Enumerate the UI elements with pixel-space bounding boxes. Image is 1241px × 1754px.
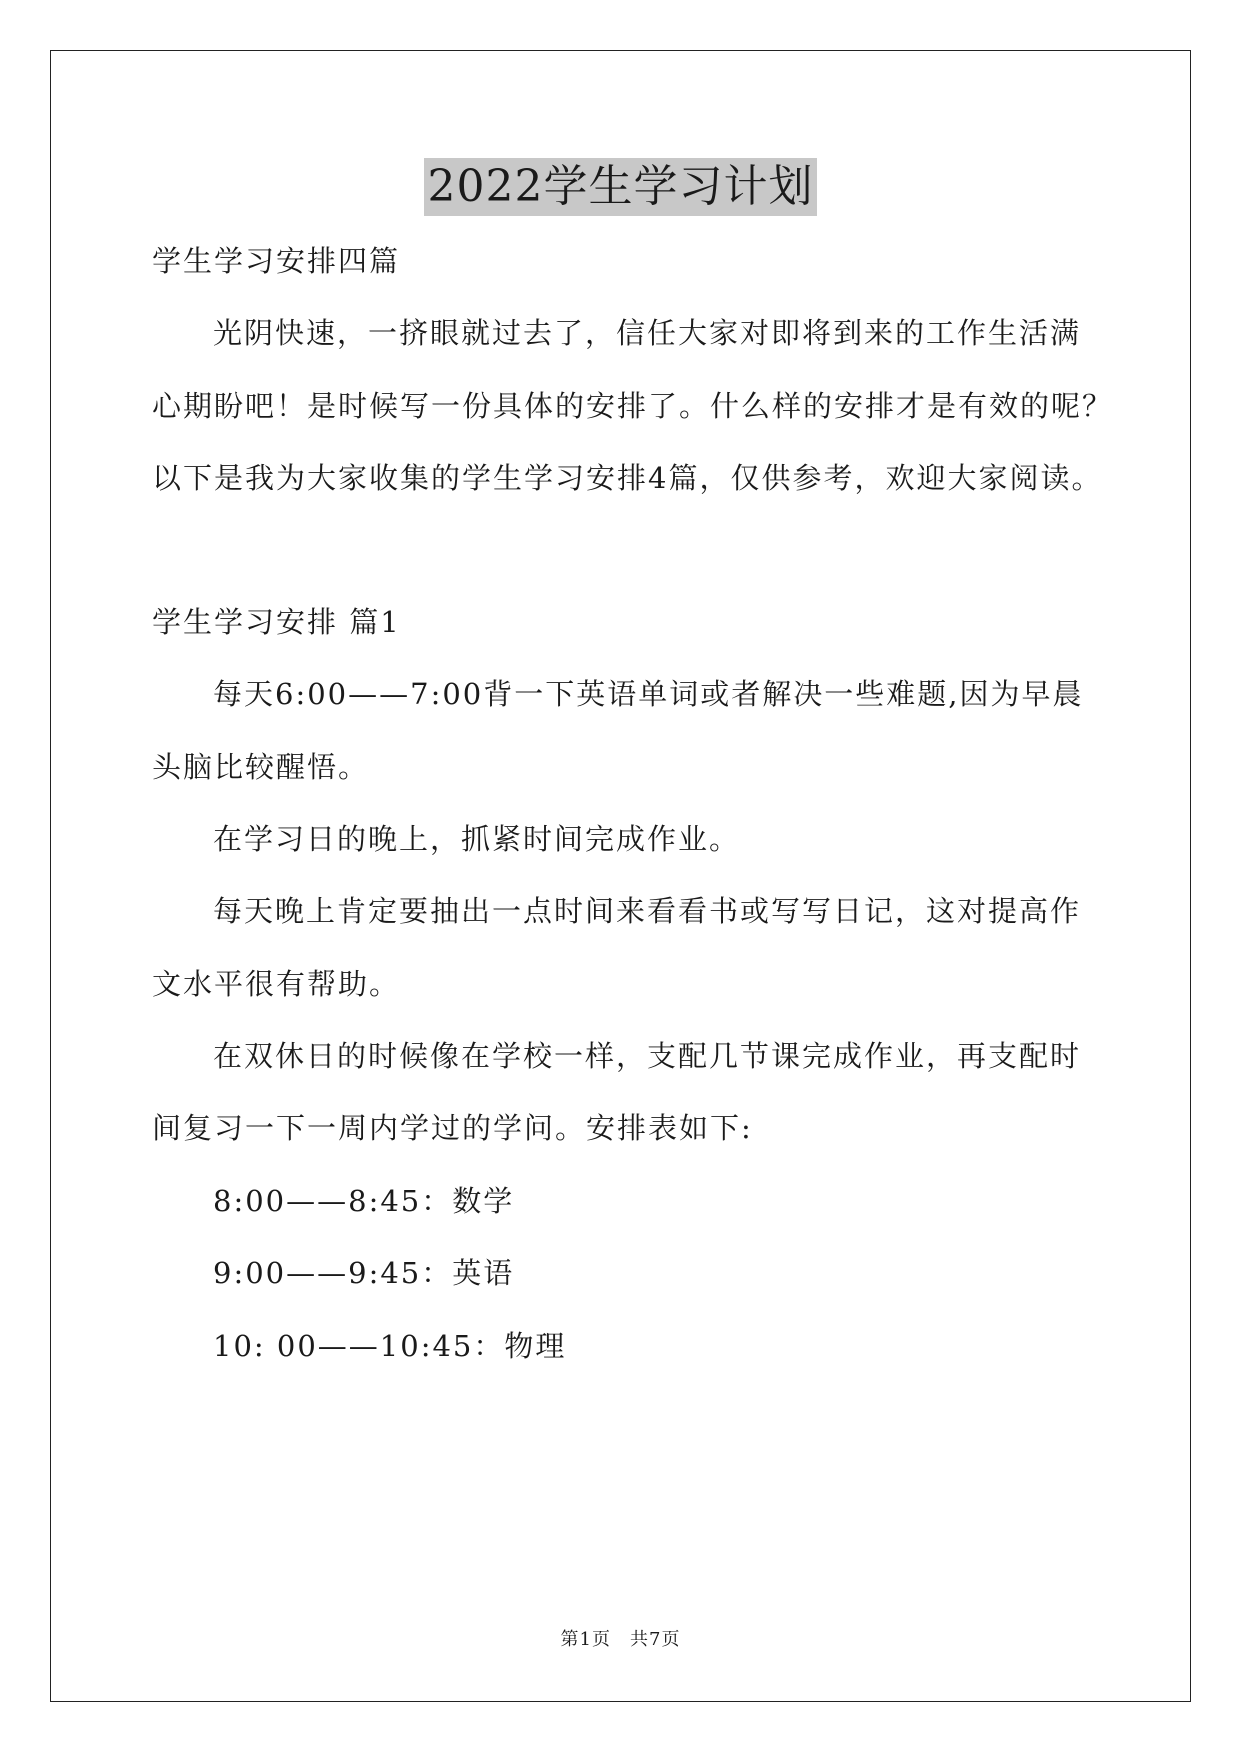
schedule-item: 8:00——8:45：数学 bbox=[213, 1184, 515, 1218]
section-heading: 学生学习安排 篇1 bbox=[152, 605, 401, 639]
paragraph-line: 在学习日的晚上，抓紧时间完成作业。 bbox=[213, 822, 741, 856]
page-footer: 第1页 共7页 bbox=[560, 1629, 681, 1650]
paragraph-line: 光阴快速，一挤眼就过去了，信任大家对即将到来的工作生活满 bbox=[213, 316, 1082, 350]
paragraph-line: 文水平很有帮助。 bbox=[152, 967, 401, 1001]
schedule-item: 9:00——9:45：英语 bbox=[213, 1256, 515, 1290]
paragraph-line: 头脑比较醒悟。 bbox=[152, 750, 370, 784]
paragraph-line: 每天晚上肯定要抽出一点时间来看看书或写写日记，这对提高作 bbox=[213, 894, 1082, 928]
page-border bbox=[50, 50, 1191, 1702]
schedule-item: 10: 00——10:45：物理 bbox=[213, 1329, 567, 1363]
paragraph-line: 在双休日的时候像在学校一样，支配几节课完成作业，再支配时 bbox=[213, 1039, 1082, 1073]
paragraph-line: 间复习一下一周内学过的学问。安排表如下: bbox=[152, 1111, 753, 1145]
document-title-text: 2022学生学习计划 bbox=[424, 158, 818, 216]
paragraph-line: 以下是我为大家收集的学生学习安排4篇，仅供参考，欢迎大家阅读。 bbox=[152, 461, 1103, 495]
paragraph-line: 每天6:00——7:00背一下英语单词或者解决一些难题,因为早晨 bbox=[213, 677, 1084, 711]
document-title bbox=[0, 158, 1241, 216]
section-heading: 学生学习安排四篇 bbox=[152, 244, 401, 278]
paragraph-line: 心期盼吧！是时候写一份具体的安排了。什么样的安排才是有效的呢？ bbox=[152, 389, 1114, 423]
